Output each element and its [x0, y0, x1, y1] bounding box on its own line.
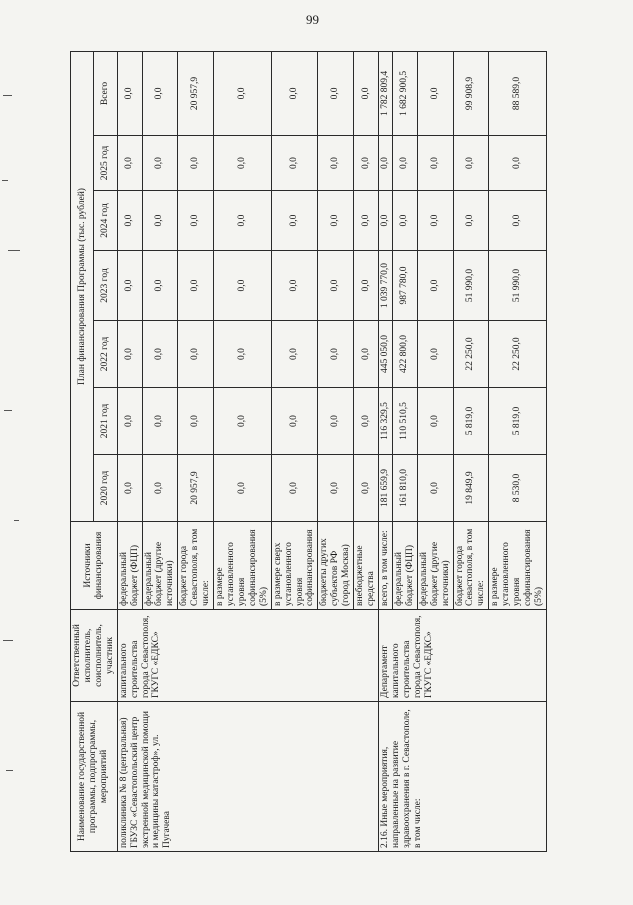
- value-cell: 0,0: [178, 321, 214, 388]
- financing-table: [70, 51, 547, 852]
- value-cell: 0,0: [417, 455, 453, 522]
- source-cell: в размере установленного уровня софинансирования (5%): [489, 522, 547, 610]
- value-cell: 8 530,0: [489, 455, 547, 522]
- total-cell: 0,0: [214, 51, 272, 135]
- source-cell: в размере сверх установленного уровня софинансирования: [271, 522, 318, 610]
- total-cell: 99 908,9: [453, 51, 489, 135]
- header-total: Всего: [94, 51, 117, 135]
- source-cell: бюджет города Севастополя, в том числе:: [453, 522, 489, 610]
- header-name: Наименование государственной программы, подпрограммы, мероприятий: [71, 702, 118, 852]
- value-cell: 0,0: [142, 251, 178, 321]
- value-cell: 0,0: [142, 455, 178, 522]
- value-cell: 0,0: [117, 388, 142, 455]
- value-cell: 422 800,0: [392, 321, 417, 388]
- value-cell: 0,0: [271, 455, 318, 522]
- total-cell: 20 957,9: [178, 51, 214, 135]
- page-number: 99: [306, 12, 319, 27]
- value-cell: 987 780,0: [392, 251, 417, 321]
- value-cell: 0,0: [318, 251, 354, 321]
- value-cell: 0,0: [178, 191, 214, 251]
- total-cell: 0,0: [142, 51, 178, 135]
- value-cell: 0,0: [214, 136, 272, 191]
- source-cell: федеральный бюджет (ФЦП): [392, 522, 417, 610]
- value-cell: 0,0: [214, 388, 272, 455]
- value-cell: 0,0: [453, 136, 489, 191]
- value-cell: 0,0: [378, 191, 392, 251]
- source-cell: бюджеты других субъектов РФ (город Москва): [318, 522, 354, 610]
- responsible: капитального строительства города Севастополя, ГКУГС «ЕДКС»: [117, 610, 378, 702]
- measure-name: 2.16. Иные мероприятия, направленные на развитие здравоохранения в г. Севастополе, в том числе:: [378, 702, 546, 852]
- total-cell: 0,0: [117, 51, 142, 135]
- table-row: [378, 51, 392, 851]
- value-cell: 116 329,5: [378, 388, 392, 455]
- value-cell: 0,0: [178, 388, 214, 455]
- value-cell: 0,0: [214, 455, 272, 522]
- value-cell: 0,0: [178, 136, 214, 191]
- source-cell: федеральный бюджет (ФЦП): [117, 522, 142, 610]
- source-cell: федеральный бюджет (другие источники): [142, 522, 178, 610]
- header-year: 2024 год: [94, 191, 117, 251]
- value-cell: 0,0: [354, 455, 379, 522]
- scan-speck: [2, 180, 8, 181]
- source-cell: федеральный бюджет (другие источники): [417, 522, 453, 610]
- value-cell: 0,0: [318, 388, 354, 455]
- total-cell: 0,0: [354, 51, 379, 135]
- value-cell: 0,0: [271, 191, 318, 251]
- source-cell: в размере установленного уровня софинансирования (5%): [214, 522, 272, 610]
- header-plan: План финансирования Программы (тыс. рублей): [71, 51, 94, 521]
- value-cell: 0,0: [354, 388, 379, 455]
- header-source: Источники финансирования: [71, 522, 118, 610]
- header-year: 2021 год: [94, 388, 117, 455]
- value-cell: 0,0: [417, 321, 453, 388]
- rotated-table-area: [70, 52, 600, 852]
- value-cell: 0,0: [214, 251, 272, 321]
- scan-speck: [3, 95, 12, 96]
- value-cell: 0,0: [318, 136, 354, 191]
- value-cell: 0,0: [392, 191, 417, 251]
- value-cell: 0,0: [318, 321, 354, 388]
- value-cell: 19 849,9: [453, 455, 489, 522]
- value-cell: 0,0: [318, 191, 354, 251]
- value-cell: 0,0: [214, 191, 272, 251]
- table-row: [117, 51, 142, 851]
- value-cell: 0,0: [417, 191, 453, 251]
- value-cell: 0,0: [392, 136, 417, 191]
- value-cell: 0,0: [271, 251, 318, 321]
- total-cell: 0,0: [318, 51, 354, 135]
- value-cell: 0,0: [117, 455, 142, 522]
- value-cell: 161 810,0: [392, 455, 417, 522]
- responsible: Департамент капитального строительства города Севастополя, ГКУГС «ЕДКС»: [378, 610, 546, 702]
- value-cell: 0,0: [271, 321, 318, 388]
- value-cell: 0,0: [271, 388, 318, 455]
- value-cell: 0,0: [378, 136, 392, 191]
- value-cell: 0,0: [142, 136, 178, 191]
- scan-speck: [8, 250, 20, 251]
- value-cell: 0,0: [214, 321, 272, 388]
- value-cell: 0,0: [117, 191, 142, 251]
- value-cell: 22 250,0: [489, 321, 547, 388]
- value-cell: 0,0: [117, 321, 142, 388]
- value-cell: 0,0: [453, 191, 489, 251]
- source-cell: всего, в том числе:: [378, 522, 392, 610]
- value-cell: 51 990,0: [453, 251, 489, 321]
- scan-speck: [3, 640, 13, 641]
- source-cell: внебюджетные средства: [354, 522, 379, 610]
- header-year: 2022 год: [94, 321, 117, 388]
- value-cell: 181 659,9: [378, 455, 392, 522]
- value-cell: 0,0: [417, 136, 453, 191]
- total-cell: 88 589,0: [489, 51, 547, 135]
- value-cell: 0,0: [117, 251, 142, 321]
- value-cell: 445 050,0: [378, 321, 392, 388]
- scan-speck: [14, 520, 19, 521]
- value-cell: 110 510,5: [392, 388, 417, 455]
- scan-speck: [6, 770, 13, 771]
- header-year: 2020 год: [94, 455, 117, 522]
- value-cell: 51 990,0: [489, 251, 547, 321]
- total-cell: 1 682 900,5: [392, 51, 417, 135]
- value-cell: 0,0: [354, 136, 379, 191]
- source-cell: бюджет города Севастополя, в том числе:: [178, 522, 214, 610]
- value-cell: 1 039 770,0: [378, 251, 392, 321]
- header-year: 2023 год: [94, 251, 117, 321]
- value-cell: 0,0: [489, 136, 547, 191]
- value-cell: 0,0: [354, 191, 379, 251]
- header-year: 2025 год: [94, 136, 117, 191]
- value-cell: 0,0: [142, 321, 178, 388]
- value-cell: 0,0: [142, 191, 178, 251]
- value-cell: 22 250,0: [453, 321, 489, 388]
- value-cell: 5 819,0: [453, 388, 489, 455]
- total-cell: 0,0: [417, 51, 453, 135]
- value-cell: 0,0: [489, 191, 547, 251]
- measure-name: поликлиника № 8 (центральная) ГБУЗС «Севастопольский центр экстренной медицинской помощи и медицины катастроф», ул. Пугачева: [117, 702, 378, 852]
- value-cell: 0,0: [417, 251, 453, 321]
- total-cell: 1 782 809,4: [378, 51, 392, 135]
- value-cell: 0,0: [417, 388, 453, 455]
- value-cell: 0,0: [178, 251, 214, 321]
- value-cell: 0,0: [271, 136, 318, 191]
- value-cell: 20 957,9: [178, 455, 214, 522]
- value-cell: 0,0: [354, 251, 379, 321]
- value-cell: 0,0: [354, 321, 379, 388]
- value-cell: 5 819,0: [489, 388, 547, 455]
- total-cell: 0,0: [271, 51, 318, 135]
- scan-speck: [4, 410, 12, 411]
- header-responsible: Ответственный исполнитель, соисполнитель, участник: [71, 610, 118, 702]
- value-cell: 0,0: [117, 136, 142, 191]
- value-cell: 0,0: [318, 455, 354, 522]
- value-cell: 0,0: [142, 388, 178, 455]
